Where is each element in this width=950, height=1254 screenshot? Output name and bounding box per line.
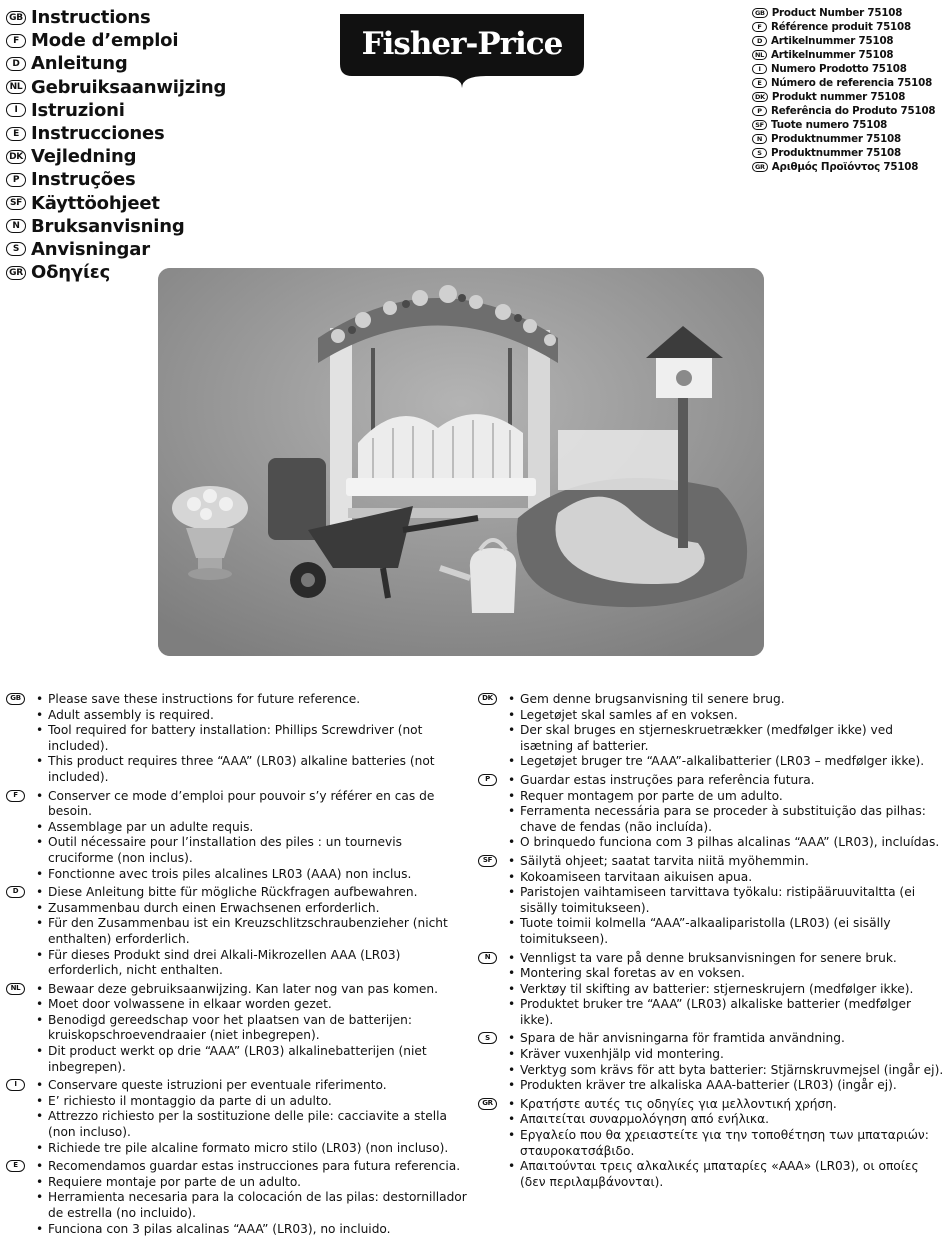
language-badge: E (6, 1160, 25, 1172)
language-badge: NL (6, 983, 25, 995)
language-badge: GR (478, 1098, 497, 1110)
language-marker (6, 1078, 36, 1094)
instruction-item (6, 789, 468, 820)
bullet-icon: • (36, 1078, 44, 1093)
language-badge: F (6, 790, 25, 802)
bullet-icon: • (508, 754, 516, 769)
instruction-text: Legetøjet skal samles af en voksen. (520, 707, 738, 722)
instruction-text: Paristojen vaihtamiseen tarvittava työkalu: ristipääruuvitaltta (ei sisälly toimitukseen). (520, 885, 916, 915)
product-number-row (752, 132, 935, 146)
language-badge: F (752, 22, 767, 32)
instruction-item (478, 854, 944, 870)
title-text: Gebruiksaanwijzing (31, 76, 227, 98)
language-marker (6, 1109, 36, 1140)
bullet-icon: • (36, 707, 44, 722)
instruction-text: E’ richiesto il montaggio da parte di un adulto. (48, 1093, 332, 1108)
instruction-text: Απαιτείται συναρμολόγηση από ενήλικα. (520, 1112, 769, 1127)
instruction-text: Verktøy til skifting av batterier: stjerneskrujern (medfølger ikke). (520, 981, 914, 996)
language-section (478, 692, 944, 770)
instruction-item (6, 1044, 468, 1075)
language-badge: GR (6, 266, 26, 280)
instruction-text: Attrezzo richiesto per la sostituzione delle pile: cacciavite a stella (non incluso). (48, 1109, 447, 1140)
language-section (6, 982, 468, 1076)
instruction-text: Tool required for battery installation: Phillips Screwdriver (not included). (48, 723, 423, 753)
bullet-icon: • (508, 1112, 516, 1127)
product-number-text: Tuote numero 75108 (771, 119, 888, 131)
language-badge: D (752, 36, 767, 46)
instruction-item (478, 1047, 944, 1063)
language-badge: P (6, 173, 26, 187)
product-number-row (752, 6, 935, 20)
language-badge: SF (478, 855, 497, 867)
bullet-icon: • (36, 1159, 44, 1174)
instruction-text: Εργαλείο που θα χρειαστείτε για την τοποθέτηση των μπαταριών: σταυροκατσάβιδο. (520, 1128, 929, 1158)
language-marker (478, 804, 508, 835)
language-marker (6, 1013, 36, 1044)
language-marker (6, 901, 36, 917)
bullet-icon: • (508, 804, 516, 819)
product-number-row (752, 104, 935, 118)
title-row (6, 6, 226, 29)
instruction-text: Montering skal foretas av en voksen. (520, 966, 745, 981)
language-badge: N (752, 134, 767, 144)
title-text: Mode d’emploi (31, 30, 179, 52)
language-marker (478, 885, 508, 916)
instruction-text: Legetøjet bruger tre “AAA”-alkalibatterier (LR03 – medfølger ikke). (520, 754, 925, 769)
title-row (6, 145, 226, 168)
instruction-item (6, 916, 468, 947)
instruction-text: Kräver vuxenhjälp vid montering. (520, 1047, 724, 1062)
language-marker (478, 982, 508, 998)
instruction-item (478, 1078, 944, 1094)
product-number-text: Produkt nummer 75108 (771, 91, 906, 103)
product-number-row (752, 20, 935, 34)
language-marker (6, 820, 36, 836)
language-badge: DK (752, 92, 768, 102)
title-text: Istruzioni (31, 99, 125, 121)
instruction-item (6, 1094, 468, 1110)
product-number-row (752, 118, 935, 132)
language-marker (478, 951, 508, 967)
language-marker (478, 1031, 508, 1047)
bullet-icon: • (508, 788, 516, 803)
language-badge: N (6, 219, 26, 233)
language-marker (478, 997, 508, 1028)
bullet-icon: • (36, 997, 44, 1012)
bullet-icon: • (508, 1031, 516, 1046)
instruction-item (478, 723, 944, 754)
instruction-item (478, 789, 944, 805)
language-marker (6, 1222, 36, 1238)
product-number-text: Numero Prodotto 75108 (771, 63, 907, 75)
language-section (6, 1159, 468, 1237)
bullet-icon: • (36, 754, 44, 769)
language-marker (478, 754, 508, 770)
language-badge: S (478, 1032, 497, 1044)
instruction-text: Kokoamiseen tarvitaan aikuisen apua. (520, 869, 753, 884)
instruction-text: Requiere montaje por parte de un adulto. (48, 1174, 302, 1189)
bullet-icon: • (508, 1128, 516, 1143)
instruction-item (478, 754, 944, 770)
instruction-text: Herramienta necesaria para la colocación de las pilas: destornillador de estrella (no incluido). (48, 1190, 467, 1220)
instruction-text: Conservare queste istruzioni per eventuale riferimento. (48, 1078, 387, 1093)
instruction-text: Produkten kräver tre alkaliska AAA-batterier (LR03) (ingår ej). (520, 1078, 897, 1093)
logo-text: Fisher-Price (361, 26, 563, 62)
language-badge: P (752, 106, 767, 116)
language-badge: D (6, 886, 25, 898)
title-row (6, 192, 226, 215)
language-badge: DK (478, 693, 497, 705)
bullet-icon: • (36, 835, 44, 850)
instruction-text: Απαιτούνται τρεις αλκαλικές μπαταρίες «ΑΑΑ» (LR03), οι οποίες (δεν περιλαμβάνονται). (520, 1159, 919, 1189)
title-row (6, 52, 226, 75)
instruction-text: Vennligst ta vare på denne bruksanvisningen for senere bruk. (520, 950, 897, 965)
product-number-row (752, 76, 935, 90)
instruction-item (478, 916, 944, 947)
product-number-text: Artikelnummer 75108 (771, 49, 894, 61)
instruction-item (478, 708, 944, 724)
language-marker (6, 997, 36, 1013)
product-number-text: Número de referencia 75108 (771, 77, 933, 89)
title-row (6, 238, 226, 261)
language-badge: GB (6, 693, 25, 705)
instruction-item (478, 1031, 944, 1047)
instruction-text: Für den Zusammenbau ist ein Kreuzschlitzschraubenzieher (nicht enthalten) erforderlich. (48, 916, 448, 946)
product-number-row (752, 48, 935, 62)
language-badge: DK (6, 150, 26, 164)
instruction-text: Für dieses Produkt sind drei Alkali-Mikrozellen AAA (LR03) erforderlich, nicht enthalten. (48, 947, 401, 978)
instruction-item (6, 1141, 468, 1157)
title-row (6, 29, 226, 52)
instruction-text: Säilytä ohjeet; saatat tarvita niitä myöhemmin. (520, 853, 809, 868)
instruction-item (6, 754, 468, 785)
bullet-icon: • (508, 835, 516, 850)
language-marker (6, 982, 36, 998)
instruction-text: Adult assembly is required. (48, 707, 214, 722)
instruction-item (6, 1159, 468, 1175)
product-number-text: Artikelnummer 75108 (771, 35, 894, 47)
bullet-icon: • (36, 692, 44, 706)
instruction-text: Recomendamos guardar estas instrucciones para futura referencia. (48, 1159, 461, 1174)
language-badge: D (6, 57, 26, 71)
instruction-text: Zusammenbau durch einen Erwachsenen erforderlich. (48, 900, 380, 915)
language-marker (478, 854, 508, 870)
instruction-item (6, 835, 468, 866)
language-marker (478, 723, 508, 754)
product-number-row (752, 146, 935, 160)
product-number-row (752, 90, 935, 104)
language-marker (478, 1078, 508, 1094)
instruction-text: Moet door volwassene in elkaar worden gezet. (48, 997, 332, 1012)
instruction-item (478, 1097, 944, 1113)
product-number-text: Αριθμός Προϊόντος 75108 (771, 161, 919, 173)
instruction-item (478, 885, 944, 916)
language-badge: NL (6, 80, 26, 94)
product-number-text: Referência do Produto 75108 (771, 105, 936, 117)
language-marker (6, 789, 36, 820)
bullet-icon: • (36, 1093, 44, 1108)
language-marker (6, 948, 36, 979)
bullet-icon: • (508, 997, 516, 1012)
bullet-icon: • (36, 1221, 44, 1236)
language-marker (6, 708, 36, 724)
bullet-icon: • (508, 1096, 516, 1111)
language-marker (478, 916, 508, 947)
language-badge: GB (6, 11, 26, 25)
bullet-icon: • (36, 1174, 44, 1189)
product-number-row (752, 34, 935, 48)
instruction-item (6, 708, 468, 724)
title-text: Anleitung (31, 53, 128, 75)
language-marker (478, 1112, 508, 1128)
bullet-icon: • (36, 947, 44, 962)
language-section (6, 885, 468, 979)
language-marker (478, 1128, 508, 1159)
language-badge: GB (752, 8, 768, 18)
bullet-icon: • (36, 1140, 44, 1155)
language-section (478, 854, 944, 948)
product-number-text: Produktnummer 75108 (771, 133, 901, 145)
bullet-icon: • (508, 853, 516, 868)
product-number-text: Référence produit 75108 (771, 21, 911, 33)
instruction-text: Spara de här anvisningarna för framtida användning. (520, 1031, 845, 1046)
instruction-text: Guardar estas instruções para referência futura. (520, 772, 815, 787)
language-marker (6, 692, 36, 708)
bullet-icon: • (508, 772, 516, 787)
instruction-item (478, 870, 944, 886)
language-marker (6, 1175, 36, 1191)
language-marker (6, 1094, 36, 1110)
language-marker (6, 754, 36, 785)
instruction-item (6, 1175, 468, 1191)
instructions-right-column (478, 692, 944, 1193)
instruction-item (478, 1128, 944, 1159)
language-section (6, 1078, 468, 1156)
language-badge: P (478, 774, 497, 786)
bullet-icon: • (508, 1047, 516, 1062)
bullet-icon: • (508, 707, 516, 722)
instruction-item (6, 997, 468, 1013)
title-row (6, 215, 226, 238)
language-badge: SF (6, 196, 26, 210)
bullet-icon: • (36, 1044, 44, 1059)
title-row (6, 99, 226, 122)
language-marker (6, 723, 36, 754)
language-section (478, 951, 944, 1029)
language-badge: F (6, 34, 26, 48)
language-marker (478, 1097, 508, 1113)
language-marker (6, 1141, 36, 1157)
instruction-text: Conserver ce mode d’emploi pour pouvoir s’y référer en cas de besoin. (48, 788, 435, 819)
product-number-list (752, 6, 935, 174)
instruction-item (6, 885, 468, 901)
language-marker (478, 966, 508, 982)
instructions-left-column (6, 692, 468, 1240)
instruction-text: Verktyg som krävs för att byta batterier: Stjärnskruvmejsel (ingår ej). (520, 1062, 944, 1077)
language-section (6, 692, 468, 786)
language-badge: NL (752, 50, 767, 60)
instruction-item (6, 948, 468, 979)
title-row (6, 122, 226, 145)
instruction-item (478, 982, 944, 998)
bullet-icon: • (36, 1190, 44, 1205)
bullet-icon: • (36, 1109, 44, 1124)
instruction-item (6, 982, 468, 998)
title-row (6, 76, 226, 99)
language-marker (6, 885, 36, 901)
instruction-item (6, 723, 468, 754)
language-marker (6, 1190, 36, 1221)
instruction-item (6, 820, 468, 836)
title-text: Bruksanvisning (31, 215, 185, 237)
title-row (6, 168, 226, 191)
title-text: Käyttöohjeet (31, 192, 160, 214)
language-marker (478, 1063, 508, 1079)
instruction-item (478, 692, 944, 708)
language-marker (478, 1047, 508, 1063)
bullet-icon: • (36, 788, 44, 803)
language-marker (6, 867, 36, 883)
language-marker (6, 1044, 36, 1075)
instruction-text: Bewaar deze gebruiksaanwijzing. Kan later nog van pas komen. (48, 981, 438, 996)
instruction-text: Richiede tre pile alcaline formato micro stilo (LR03) (non incluso). (48, 1140, 449, 1155)
language-marker (6, 1159, 36, 1175)
language-badge: E (6, 127, 26, 141)
bullet-icon: • (36, 1012, 44, 1027)
bullet-icon: • (508, 723, 516, 738)
language-marker (478, 1159, 508, 1190)
instruction-text: Assemblage par un adulte requis. (48, 819, 254, 834)
instruction-item (6, 867, 468, 883)
instruction-item (6, 1190, 468, 1221)
instruction-item (478, 951, 944, 967)
instruction-item (6, 1078, 468, 1094)
language-badge: I (6, 103, 26, 117)
bullet-icon: • (36, 981, 44, 996)
instruction-item (478, 997, 944, 1028)
bullet-icon: • (508, 1159, 516, 1174)
language-marker (478, 773, 508, 789)
instruction-text: Der skal bruges en stjerneskruetrækker (medfølger ikke) ved isætning af batterier. (520, 723, 893, 753)
instruction-text: This product requires three “AAA” (LR03) alkaline batteries (not included). (48, 754, 435, 784)
language-section (6, 789, 468, 883)
bullet-icon: • (508, 966, 516, 981)
instruction-text: Benodigd gereedschap voor het plaatsen van de batterijen: kruiskopschroevendraaier (niet inbegrepen). (48, 1012, 413, 1043)
bullet-icon: • (508, 869, 516, 884)
bullet-icon: • (36, 723, 44, 738)
instruction-text: Produktet bruker tre “AAA” (LR03) alkaliske batterier (medfølger ikke). (520, 997, 911, 1027)
language-badge: I (752, 64, 767, 74)
language-marker (6, 835, 36, 866)
language-marker (478, 870, 508, 886)
product-number-row (752, 62, 935, 76)
instruction-item (478, 966, 944, 982)
bullet-icon: • (36, 866, 44, 881)
bullet-icon: • (508, 981, 516, 996)
product-number-text: Product Number 75108 (771, 7, 903, 19)
fisher-price-logo (336, 10, 588, 90)
language-marker (478, 708, 508, 724)
cushion (268, 458, 326, 540)
language-section (478, 1031, 944, 1093)
language-marker (478, 789, 508, 805)
language-badge: SF (752, 120, 767, 130)
instruction-item (478, 1112, 944, 1128)
product-illustration (158, 268, 764, 656)
title-text: Instrucciones (31, 123, 165, 145)
instruction-item (6, 1222, 468, 1238)
bullet-icon: • (508, 1078, 516, 1093)
instruction-text: Κρατήστε αυτές τις οδηγίες για μελλοντική χρήση. (520, 1096, 837, 1111)
bullet-icon: • (508, 1062, 516, 1077)
bullet-icon: • (36, 916, 44, 931)
language-badge: GR (752, 162, 768, 172)
language-section (478, 1097, 944, 1191)
language-badge: I (6, 1079, 25, 1091)
product-photo (158, 268, 764, 656)
instruction-item (478, 835, 944, 851)
instruction-text: Please save these instructions for future reference. (48, 692, 361, 706)
instruction-item (6, 901, 468, 917)
instruction-text: Requer montagem por parte de um adulto. (520, 788, 783, 803)
bullet-icon: • (508, 692, 516, 706)
instruction-text: Funciona con 3 pilas alcalinas “AAA” (LR03), no incluido. (48, 1221, 391, 1236)
bullet-icon: • (508, 916, 516, 931)
product-number-row (752, 160, 935, 174)
instruction-text: O brinquedo funciona com 3 pilhas alcalinas “AAA” (LR03), incluídas. (520, 835, 940, 850)
language-marker (478, 835, 508, 851)
title-text: Instructions (31, 7, 151, 29)
language-marker (6, 916, 36, 947)
title-text: Οδηγίες (31, 262, 111, 284)
bullet-icon: • (508, 950, 516, 965)
instruction-item (6, 1013, 468, 1044)
instruction-text: Diese Anleitung bitte für mögliche Rückfragen aufbewahren. (48, 885, 418, 900)
instruction-text: Gem denne brugsanvisning til senere brug. (520, 692, 785, 706)
bullet-icon: • (508, 885, 516, 900)
instruction-item (478, 804, 944, 835)
title-text: Instruções (31, 169, 136, 191)
instruction-text: Dit product werkt op drie “AAA” (LR03) alkalinebatterijen (niet inbegrepen). (48, 1044, 427, 1074)
instruction-item (478, 773, 944, 789)
instruction-item (6, 1109, 468, 1140)
instruction-text: Ferramenta necessária para se proceder à substituição das pilhas: chave de fendas (não incluída). (520, 804, 926, 834)
product-number-text: Produktnummer 75108 (771, 147, 901, 159)
bullet-icon: • (36, 885, 44, 900)
language-badge: N (478, 952, 497, 964)
language-badge: E (752, 78, 767, 88)
language-marker (478, 692, 508, 708)
instruction-text: Tuote toimii kolmella “AAA”-alkaaliparistolla (LR03) (ei sisälly toimitukseen). (520, 916, 891, 946)
title-text: Vejledning (31, 146, 137, 168)
bullet-icon: • (36, 819, 44, 834)
instruction-item (478, 1063, 944, 1079)
bullet-icon: • (36, 900, 44, 915)
instruction-text: Fonctionne avec trois piles alcalines LR03 (AAA) non inclus. (48, 866, 412, 881)
instruction-item (478, 1159, 944, 1190)
language-section (478, 773, 944, 851)
language-badge: S (752, 148, 767, 158)
instruction-text: Outil nécessaire pour l’installation des piles : un tournevis cruciforme (non inclus). (48, 835, 402, 865)
title-text: Anvisningar (31, 238, 150, 260)
instruction-item (6, 692, 468, 708)
language-titles (6, 6, 226, 284)
language-badge: S (6, 242, 26, 256)
